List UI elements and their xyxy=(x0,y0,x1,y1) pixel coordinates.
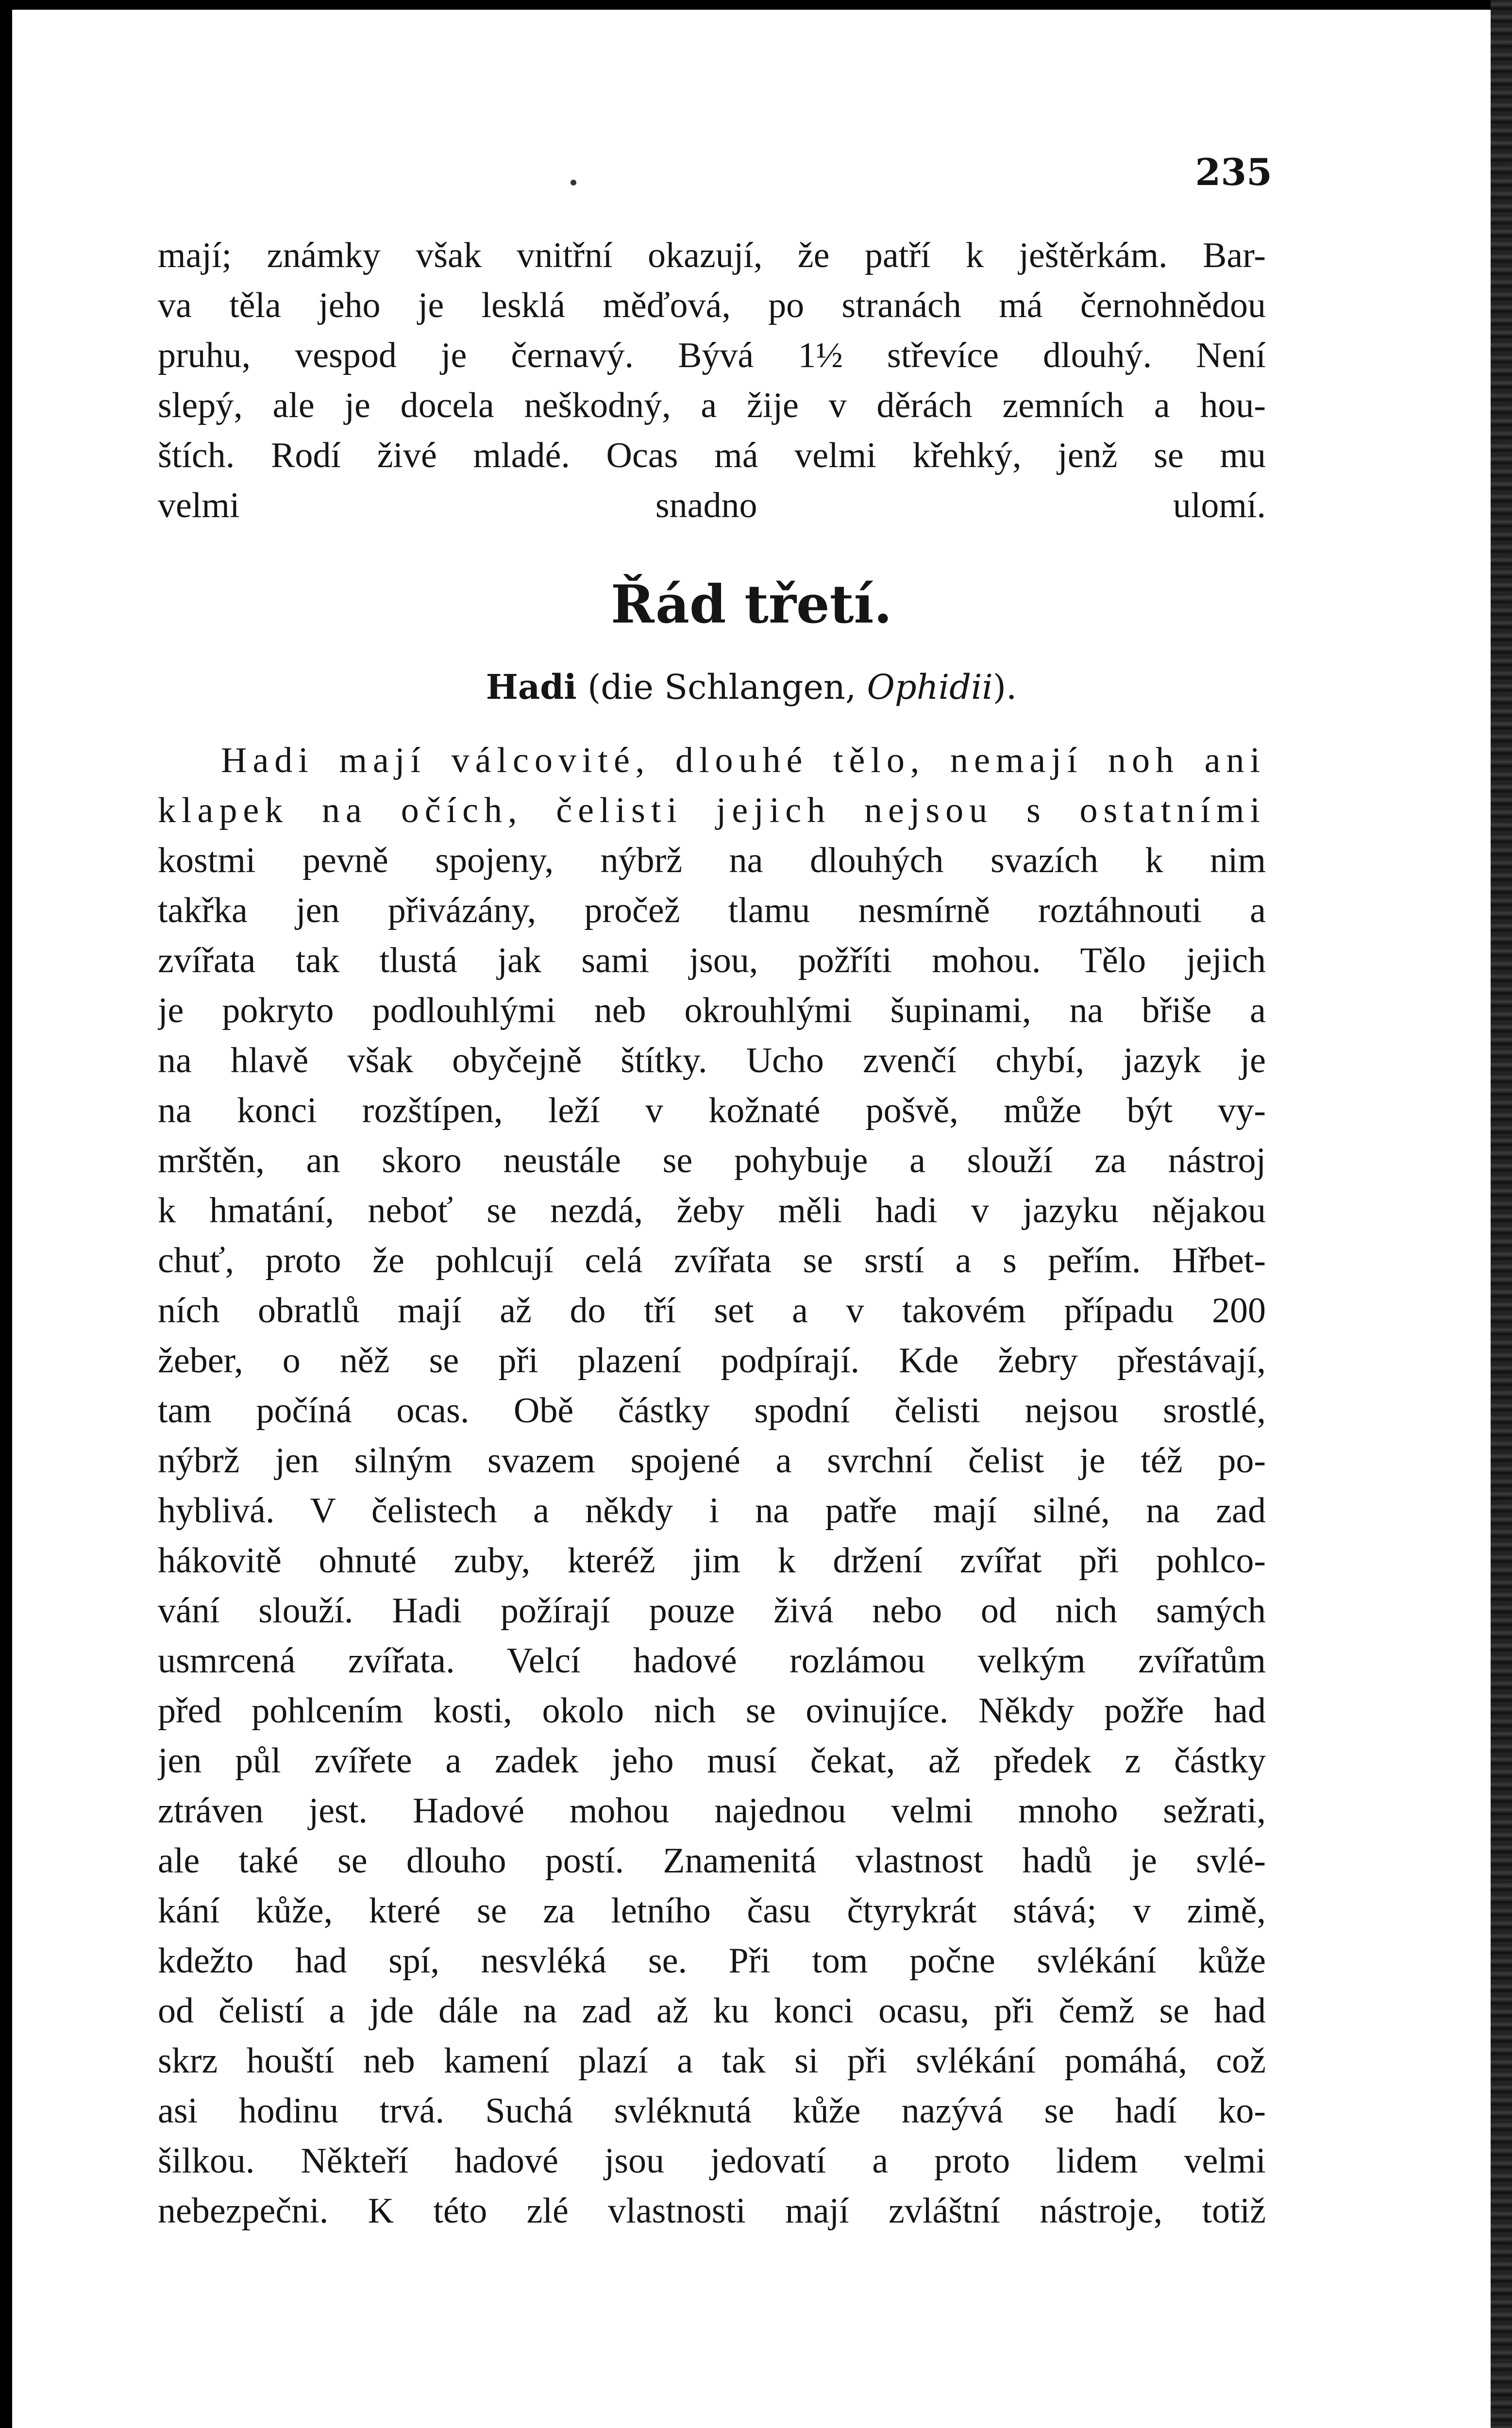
section-heading: Řád třetí. xyxy=(610,574,892,635)
text-line: ztráven jest. Hadové mohou najednou velmi mnoho sežrati, xyxy=(158,1791,1266,1831)
text-line: va těla jeho je lesklá měďová, po stranách má černohnědou xyxy=(158,286,1266,325)
text-line: jen půl zvířete a zadek jeho musí čekat, až předek z částky xyxy=(158,1741,1266,1781)
section-subheading xyxy=(12,663,1491,711)
body-paragraph xyxy=(158,736,1266,2236)
text-line: mrštěn, an skoro neustále se pohybuje a slouží za nástroj xyxy=(158,1141,1266,1180)
subheading-close: ). xyxy=(992,667,1017,707)
text-line: hákovitě ohnuté zuby, kteréž jim k držení zvířat při pohlco- xyxy=(158,1541,1266,1581)
text-line: je pokryto podlouhlými neb okrouhlými šupinami, na břiše a xyxy=(158,991,1266,1030)
text-line: Hadi mají válcovité, dlouhé tělo, nemají noh ani xyxy=(221,741,1266,780)
subheading-latin: Ophidii xyxy=(867,667,993,707)
book-page xyxy=(12,10,1491,2428)
text-line: ních obratlů mají až do tří set a v takovém případu 200 xyxy=(158,1291,1266,1331)
text-line: tam počíná ocas. Obě částky spodní čelisti nejsou srostlé, xyxy=(158,1391,1266,1431)
text-line: takřka jen přivázány, pročež tlamu nesmírně roztáhnouti a xyxy=(158,891,1266,930)
text-line: slepý, ale je docela neškodný, a žije v děrách zemních a hou- xyxy=(158,386,1266,425)
text-line: nebezpečni. K této zlé vlastnosti mají zvláštní nástroje, totiž xyxy=(158,2191,1266,2231)
text-line: šilkou. Někteří hadové jsou jedovatí a proto lidem velmi xyxy=(158,2141,1266,2181)
text-line: na hlavě však obyčejně štítky. Ucho zvenčí chybí, jazyk je xyxy=(158,1041,1266,1080)
ink-dot xyxy=(571,180,576,185)
text-line: před pohlcením kosti, okolo nich se ovinujíce. Někdy požře had xyxy=(158,1691,1266,1731)
text-line: asi hodinu trvá. Suchá svléknutá kůže nazývá se hadí ko- xyxy=(158,2091,1266,2131)
text-line: ale také se dlouho postí. Znamenitá vlastnost hadů je svlé- xyxy=(158,1841,1266,1881)
intro-paragraph xyxy=(158,231,1266,531)
text-line: zvířata tak tlustá jak sami jsou, požříti mohou. Tělo jejich xyxy=(158,941,1266,980)
text-line: na konci rozštípen, leží v kožnaté pošvě, může být vy- xyxy=(158,1091,1266,1130)
text-line: usmrcená zvířata. Velcí hadové rozlámou velkým zvířatům xyxy=(158,1641,1266,1681)
page-number: 235 xyxy=(1195,151,1272,194)
text-line: skrz houští neb kamení plazí a tak si při svlékání pomáhá, což xyxy=(158,2041,1266,2081)
text-line: od čelistí a jde dále na zad až ku konci ocasu, při čemž se had xyxy=(158,1991,1266,2031)
text-line: velmi snadno ulomí. xyxy=(158,486,1266,525)
text-line: hyblivá. V čelistech a někdy i na patře mají silné, na zad xyxy=(158,1491,1266,1531)
page-edge xyxy=(1491,0,1512,2428)
text-line: k hmatání, neboť se nezdá, žeby měli hadi v jazyku nějakou xyxy=(158,1191,1266,1231)
text-line: štích. Rodí živé mladé. Ocas má velmi křehký, jenž se mu xyxy=(158,436,1266,475)
text-line: chuť, proto že pohlcují celá zvířata se srstí a s peřím. Hřbet- xyxy=(158,1241,1266,1281)
text-line: kání kůže, které se za letního času čtyrykrát stává; v zimě, xyxy=(158,1891,1266,1931)
text-line: nýbrž jen silným svazem spojené a svrchní čelist je též po- xyxy=(158,1441,1266,1481)
text-line: vání slouží. Hadi požírají pouze živá nebo od nich samých xyxy=(158,1591,1266,1631)
subheading-czech: Hadi xyxy=(486,667,577,707)
text-line: kdežto had spí, nesvléká se. Při tom počne svlékání kůže xyxy=(158,1941,1266,1981)
text-line: kostmi pevně spojeny, nýbrž na dlouhých svazích k nim xyxy=(158,841,1266,880)
text-line: žeber, o něž se při plazení podpírají. Kde žebry přestávají, xyxy=(158,1341,1266,1381)
subheading-german: (die Schlangen, xyxy=(588,667,857,707)
text-line: klapek na očích, čelisti jejich nejsou s ostatními xyxy=(158,791,1266,830)
text-line: pruhu, vespod je černavý. Bývá 1½ střevíce dlouhý. Není xyxy=(158,336,1266,375)
text-line: mají; známky však vnitřní okazují, že patří k ještěrkám. Bar- xyxy=(158,236,1266,275)
